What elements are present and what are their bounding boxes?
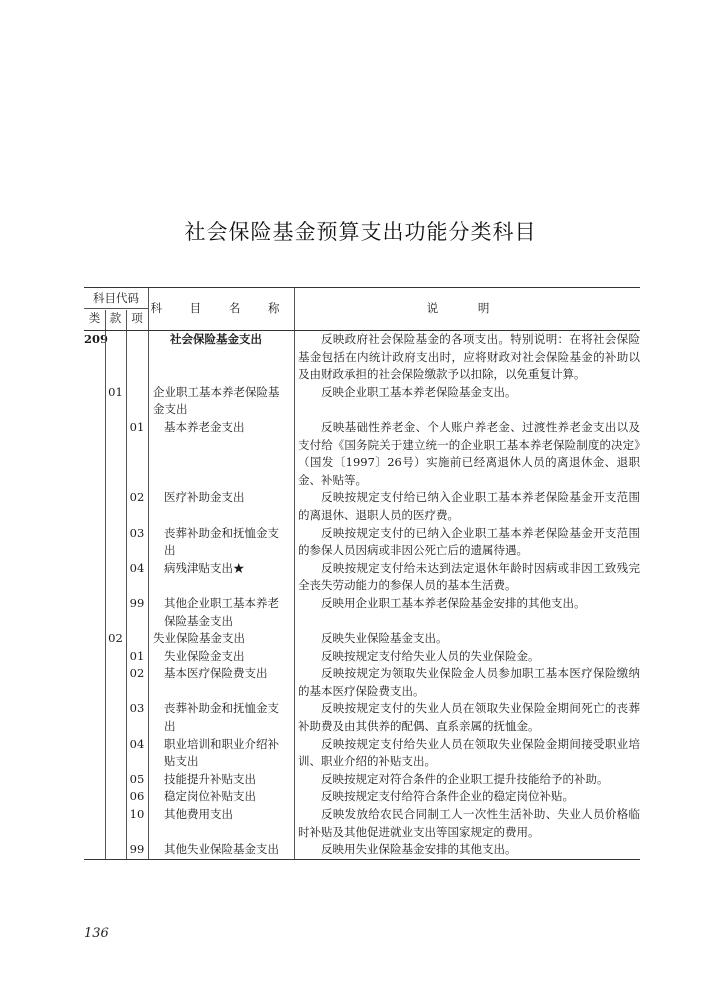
subject-desc-text: 反映按规定支付给失业人员在领取失业保险金期间接受职业培训、职业介绍的补贴支出。 [298,736,640,769]
code-kuan: 01 [108,384,123,399]
code-kuan [105,331,126,384]
page-number: 136 [84,926,109,941]
code-lei [84,648,105,666]
code-lei [84,560,105,595]
subject-desc-text: 反映按规定支付的已纳入企业职工基本养老保险基金开支范围的参保人员因病或非因公死亡后的遗属待遇。 [298,525,640,558]
subject-name: 其他失业保险基金支出 [164,842,279,857]
code-xiang [126,331,148,384]
code-xiang: 01 [129,419,145,434]
subject-name: 丧葬补助金和抚恤金支出 [164,701,279,734]
code-xiang: 06 [129,789,145,804]
subject-name: 职业培训和职业介绍补贴支出 [164,736,279,769]
subject-name: 其他费用支出 [164,807,233,822]
subject-desc-text: 反映企业职工基本养老保险基金支出。 [321,384,517,399]
table-row [84,331,640,384]
code-lei [84,806,105,841]
subject-desc [294,630,640,648]
header-xiang: 项 [131,311,143,325]
code-lei [84,788,105,806]
subject-desc-text: 反映基础性养老金、个人账户养老金、过渡性养老金支出以及支付给《国务院关于建立统一的企业职工基本养老保险制度的决定》（国发〔1997〕26号）实施前已经离退休人员的离退休金、退职金、补贴等。 [298,419,640,487]
table-row [84,771,640,789]
code-xiang: 99 [129,595,145,610]
subject-desc [294,419,640,489]
subject-name: 失业保险金支出 [164,648,245,663]
subject-name: 丧葬补助金和抚恤金支出 [164,525,279,558]
code-kuan: 02 [108,631,123,646]
subject-desc-text: 反映用失业保险基金安排的其他支出。 [321,842,517,857]
code-kuan [105,489,126,524]
code-lei [84,736,105,771]
code-lei [84,700,105,735]
subject-name: 失业保险基金支出 [153,631,245,646]
page-title: 社会保险基金预算支出功能分类科目 [184,220,537,244]
code-xiang: 04 [129,736,145,751]
header-lei: 类 [88,311,101,325]
code-kuan [105,560,126,595]
table-header [84,288,640,331]
code-xiang: 02 [129,490,145,505]
code-lei: 209 [84,332,109,346]
code-xiang: 01 [129,648,145,663]
code-kuan [105,648,126,666]
subject-desc-text: 反映发放给农民合同制工人一次性生活补助、失业人员价格临时补贴及其他促进就业支出等国家规定的费用。 [298,807,640,839]
subject-desc-text: 反映用企业职工基本养老保险基金安排的其他支出。 [321,595,586,610]
code-xiang: 10 [129,807,145,822]
subject-desc-text: 反映按规定为领取失业保险金人员参加职工基本医疗保险缴纳的基本医疗保险费支出。 [298,666,640,698]
code-xiang: 05 [129,771,145,786]
subject-table [84,287,640,860]
code-kuan [105,841,126,859]
table-row [84,384,640,419]
subject-desc [294,595,640,630]
subject-desc [294,489,640,524]
table-body [84,331,640,859]
table-row [84,630,640,648]
code-kuan [105,525,126,560]
subject-name: 基本医疗保险费支出 [164,666,268,681]
table-row [84,525,640,560]
table-row [84,788,640,806]
code-xiang: 03 [129,525,145,540]
code-kuan [105,700,126,735]
subject-desc [294,700,640,735]
subject-name: 技能提升补贴支出 [164,771,256,786]
table-row [84,419,640,489]
code-lei [84,630,105,648]
subject-desc [294,771,640,789]
code-xiang: 03 [129,701,145,716]
code-lei [84,419,105,489]
table-row [84,665,640,700]
subject-desc [294,841,640,859]
table-row [84,489,640,524]
header-name: 科 目 名 称 [150,301,292,315]
table-row [84,736,640,771]
code-xiang: 99 [129,842,145,857]
code-lei [84,665,105,700]
subject-desc [294,788,640,806]
header-kuan: 款 [109,311,122,325]
code-xiang: 02 [129,666,145,681]
table-row [84,560,640,595]
subject-name: 医疗补助金支出 [164,490,245,505]
table-row [84,700,640,735]
header-code: 科目代码 [84,290,148,309]
subject-desc [294,331,640,384]
subject-desc-text: 反映按规定支付的失业人员在领取失业保险金期间死亡的丧葬补助费及由其供养的配偶、直系亲属的抚恤金。 [298,701,640,734]
code-lei [84,384,105,419]
subject-name: 其他企业职工基本养老保险基金支出 [164,595,279,628]
subject-desc-text: 反映按规定支付给失业人员的失业保险金。 [321,648,540,663]
code-lei [84,489,105,524]
code-kuan [105,771,126,789]
subject-desc [294,665,640,700]
subject-desc-text: 反映按规定支付给未达到法定退休年龄时因病或非因工致残完全丧失劳动能力的参保人员的基本生活费。 [298,560,640,593]
subject-desc-text: 反映政府社会保险基金的各项支出。特别说明：在将社会保险基金包括在内统计政府支出时，应将财政对社会保险基金的补助以及由财政承担的社会保险缴款予以扣除，以免重复计算。 [298,332,640,382]
subject-desc-text: 反映按规定支付给已纳入企业职工基本养老保险基金开支范围的离退休、退职人员的医疗费。 [298,490,640,522]
code-lei [84,525,105,560]
subject-desc [294,806,640,841]
subject-desc-text: 反映失业保险基金支出。 [321,631,448,646]
code-xiang [126,630,148,648]
subject-name: 病残津贴支出★ [164,560,245,575]
code-lei [84,595,105,630]
code-lei [84,841,105,859]
subject-desc [294,525,640,560]
subject-desc [294,648,640,666]
subject-desc-text: 反映按规定对符合条件的企业职工提升技能给予的补助。 [321,771,609,786]
table-row [84,648,640,666]
subject-name: 基本养老金支出 [164,419,245,434]
table-row [84,806,640,841]
subject-name: 社会保险基金支出 [170,332,262,346]
subject-desc [294,736,640,771]
code-kuan [105,736,126,771]
code-kuan [105,788,126,806]
header-desc: 说 明 [426,301,508,315]
code-kuan [105,806,126,841]
subject-desc [294,560,640,595]
code-kuan [105,665,126,700]
subject-desc-text: 反映按规定支付给符合条件企业的稳定岗位补贴。 [321,789,574,804]
subject-desc [294,384,640,419]
code-lei [84,771,105,789]
code-kuan [105,419,126,489]
code-xiang [126,384,148,419]
subject-name: 企业职工基本养老保险基金支出 [153,384,280,417]
subject-name: 稳定岗位补贴支出 [164,789,256,804]
table-row [84,841,640,859]
table-row [84,595,640,630]
code-kuan [105,595,126,630]
code-xiang: 04 [129,560,145,575]
